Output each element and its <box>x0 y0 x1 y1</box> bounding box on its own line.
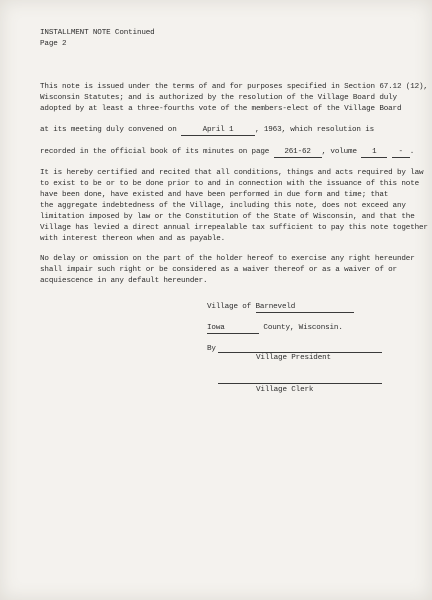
clerk-label: Village Clerk <box>256 386 314 394</box>
by-label: By <box>207 345 216 353</box>
para2-line-7: with interest thereon when and as payable. <box>40 235 226 243</box>
para1-line-3: adopted by at least a three-fourths vote of the members-elect of the Village Board <box>40 105 402 113</box>
volume-suffix: - <box>392 148 410 158</box>
convened-prefix: at its meeting duly convened on <box>40 126 177 134</box>
clerk-signature-line <box>218 383 382 384</box>
minutes-page: 261-62 <box>274 148 322 158</box>
county-name: Iowa <box>207 324 259 334</box>
county-label: County, Wisconsin. <box>263 324 343 332</box>
para2-line-6: Village has levied a direct annual irrepealable tax sufficient to pay this note together <box>40 224 428 232</box>
meeting-date: April 1 <box>181 126 255 136</box>
meeting-year: , 1963, which resolution is <box>255 126 375 134</box>
village-label: Village of <box>207 303 252 311</box>
page-number: Page 2 <box>40 40 67 48</box>
para2-line-3: have been done, have existed and have been performed in due form and time; that <box>40 191 389 199</box>
para3-line-3: acquiescence in any default hereunder. <box>40 277 208 285</box>
president-label: Village President <box>256 354 331 362</box>
volume-number: 1 <box>361 148 387 158</box>
document-title: INSTALLMENT NOTE Continued <box>40 29 155 37</box>
para2-line-5: limitation imposed by law or the Constitution of the State of Wisconsin, and that the <box>40 213 415 221</box>
para2-line-2: to exist to be or to be done prior to and in connection with the issuance of this note <box>40 180 420 188</box>
para2-line-1: It is hereby certified and recited that all conditions, things and acts required by law <box>40 169 424 177</box>
convened-line <box>40 125 374 136</box>
para1-line-1: This note is issued under the terms of and for purposes specified in Section 67.12 (12), <box>40 83 428 91</box>
village-name: Barneveld <box>256 303 354 313</box>
county-line <box>207 323 343 334</box>
recorded-line <box>40 147 414 158</box>
village-line <box>207 302 354 313</box>
para1-line-2: Wisconsin Statutes; and is authorized by the resolution of the Village Board duly <box>40 94 397 102</box>
para3-line-1: No delay or omission on the part of the holder hereof to exercise any right hereunder <box>40 255 415 263</box>
para3-line-2: shall impair such right or be considered as a waiver thereof or as a waiver of or <box>40 266 397 274</box>
volume-label: , volume <box>321 148 357 156</box>
recorded-prefix: recorded in the official book of its minutes on page <box>40 148 270 156</box>
recorded-end: . <box>409 148 415 156</box>
para2-line-4: the aggregate indebtedness of the Village, including this note, does not exceed any <box>40 202 406 210</box>
